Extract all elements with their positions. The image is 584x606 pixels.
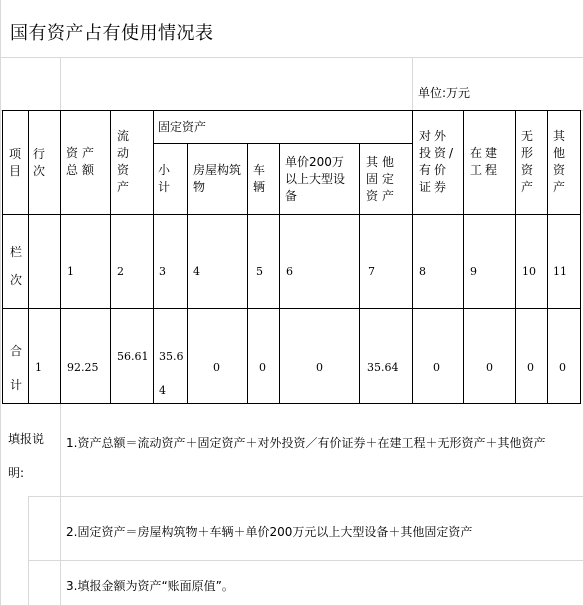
vehicles-value: 0 — [259, 361, 266, 374]
notes-label: 填报说明: — [8, 432, 45, 480]
gridline — [0, 57, 584, 58]
gridline — [28, 496, 584, 497]
table-border — [187, 143, 188, 404]
header-total-assets: 资产总额 — [66, 146, 99, 177]
investment-value: 0 — [433, 361, 440, 374]
gridline — [412, 57, 413, 110]
column-number: 5 — [256, 265, 263, 278]
header-subtotal: 小计 — [158, 163, 171, 194]
column-number: 1 — [67, 265, 74, 278]
table-border — [153, 143, 413, 144]
intangible-value: 0 — [527, 361, 534, 374]
header-construction: 在建工程 — [470, 146, 501, 177]
header-item: 项目 — [9, 147, 22, 178]
current-assets-value: 56.61 — [117, 350, 149, 363]
construction-value: 0 — [486, 361, 493, 374]
gridline — [28, 496, 29, 606]
unit-label: 单位:万元 — [418, 86, 471, 100]
table-border — [2, 308, 580, 309]
note-item: 1.资产总额＝流动资产＋固定资产＋对外投资／有价证券＋在建工程＋无形资产＋其他资产 — [66, 436, 546, 450]
header-large-equipment: 单价200万以上大型设备 — [285, 155, 346, 203]
column-number: 8 — [419, 265, 426, 278]
table-border — [580, 110, 581, 404]
header-investment: 对外投资/有价证券 — [419, 129, 457, 194]
table-border — [153, 110, 154, 404]
gridline — [60, 57, 61, 110]
gridline — [60, 403, 61, 606]
header-vehicles: 车辆 — [253, 163, 266, 194]
totals-label: 合计 — [10, 344, 23, 392]
gridline — [0, 0, 1, 606]
table-border — [547, 110, 548, 404]
other-fixed-value: 35.64 — [367, 361, 399, 374]
header-buildings: 房屋构筑物 — [193, 163, 242, 194]
header-fixed-assets: 固定资产 — [158, 120, 207, 134]
table-border — [60, 110, 61, 404]
column-number: 3 — [159, 265, 166, 278]
header-intangible: 无形资产 — [521, 129, 534, 194]
totals-row-number: 1 — [35, 361, 42, 374]
table-border — [2, 403, 580, 404]
header-row: 行次 — [33, 147, 46, 178]
large-equipment-value: 0 — [316, 361, 323, 374]
table-border — [515, 110, 516, 404]
column-number: 2 — [117, 265, 124, 278]
column-number: 9 — [470, 265, 477, 278]
header-current-assets: 流动资产 — [117, 129, 130, 194]
fixed-subtotal-value: 35.64 — [159, 350, 184, 397]
table-border — [2, 214, 580, 215]
buildings-value: 0 — [213, 361, 220, 374]
table-border — [2, 110, 3, 404]
note-item: 3.填报金额为资产“账面原值”。 — [66, 579, 234, 593]
column-number-label: 栏次 — [10, 245, 23, 287]
total-assets-value: 92.25 — [67, 361, 99, 374]
gridline — [28, 560, 584, 561]
column-number: 11 — [553, 265, 567, 278]
table-border — [463, 110, 464, 404]
table-border — [279, 143, 280, 404]
table-border — [359, 143, 360, 404]
column-number: 10 — [522, 265, 536, 278]
header-other-fixed: 其他固定资产 — [366, 155, 399, 203]
table-border — [110, 110, 111, 404]
table-border — [2, 110, 580, 111]
page-title: 国有资产占有使用情况表 — [10, 23, 214, 44]
table-border — [247, 143, 248, 404]
table-border — [412, 110, 413, 404]
column-number: 4 — [193, 265, 200, 278]
column-number: 6 — [286, 265, 293, 278]
table-border — [28, 110, 29, 404]
header-other-assets: 其他资产 — [553, 129, 566, 194]
column-number: 7 — [368, 265, 375, 278]
note-item: 2.固定资产＝房屋构筑物＋车辆＋单价200万元以上大型设备＋其他固定资产 — [66, 525, 473, 539]
other-assets-value: 0 — [559, 361, 566, 374]
